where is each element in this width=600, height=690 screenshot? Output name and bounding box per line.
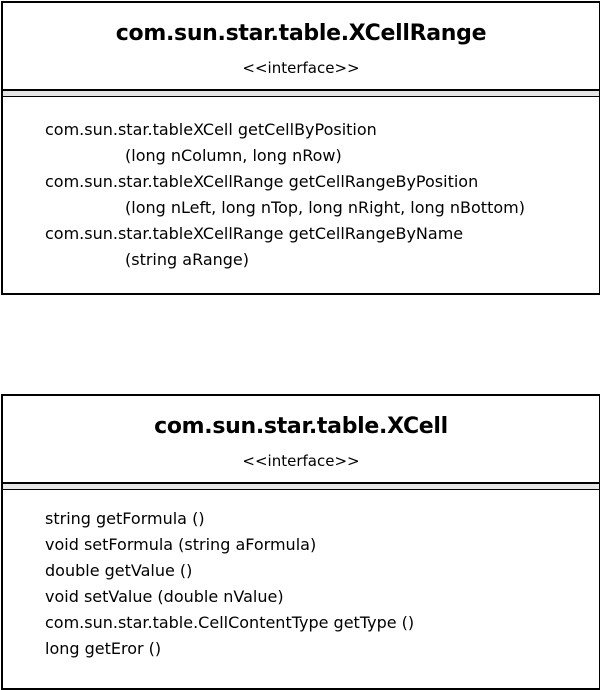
operation-signature: long getEror () [45, 639, 162, 658]
class-stereotype: <<interface>> [242, 452, 360, 470]
operations-compartment [3, 490, 599, 662]
operation-signature: com.sun.star.tableXCellRange getCellRangeByPosition [45, 172, 479, 191]
operation-signature: com.sun.star.table.CellContentType getType () [45, 613, 415, 632]
class-title: com.sun.star.table.XCell [154, 414, 448, 439]
operation-signature: string getFormula () [45, 509, 205, 528]
class-box-xcellrange [1, 1, 600, 295]
class-title: com.sun.star.table.XCellRange [115, 21, 487, 46]
operation-signature: void setFormula (string aFormula) [45, 535, 317, 554]
operation-params: (long nColumn, long nRow) [125, 146, 342, 165]
class-header [3, 396, 599, 484]
operation-signature: void setValue (double nValue) [45, 587, 284, 606]
operation-params: (long nLeft, long nTop, long nRight, long nBottom) [125, 198, 525, 217]
class-stereotype: <<interface>> [242, 59, 360, 77]
operations-compartment [3, 97, 599, 273]
class-header [3, 3, 599, 91]
operation-signature: com.sun.star.tableXCellRange getCellRangeByName [45, 224, 464, 243]
operation-signature: com.sun.star.tableXCell getCellByPosition [45, 120, 377, 139]
operation-params: (string aRange) [125, 250, 250, 269]
class-box-xcell [1, 394, 600, 690]
operation-signature: double getValue () [45, 561, 193, 580]
